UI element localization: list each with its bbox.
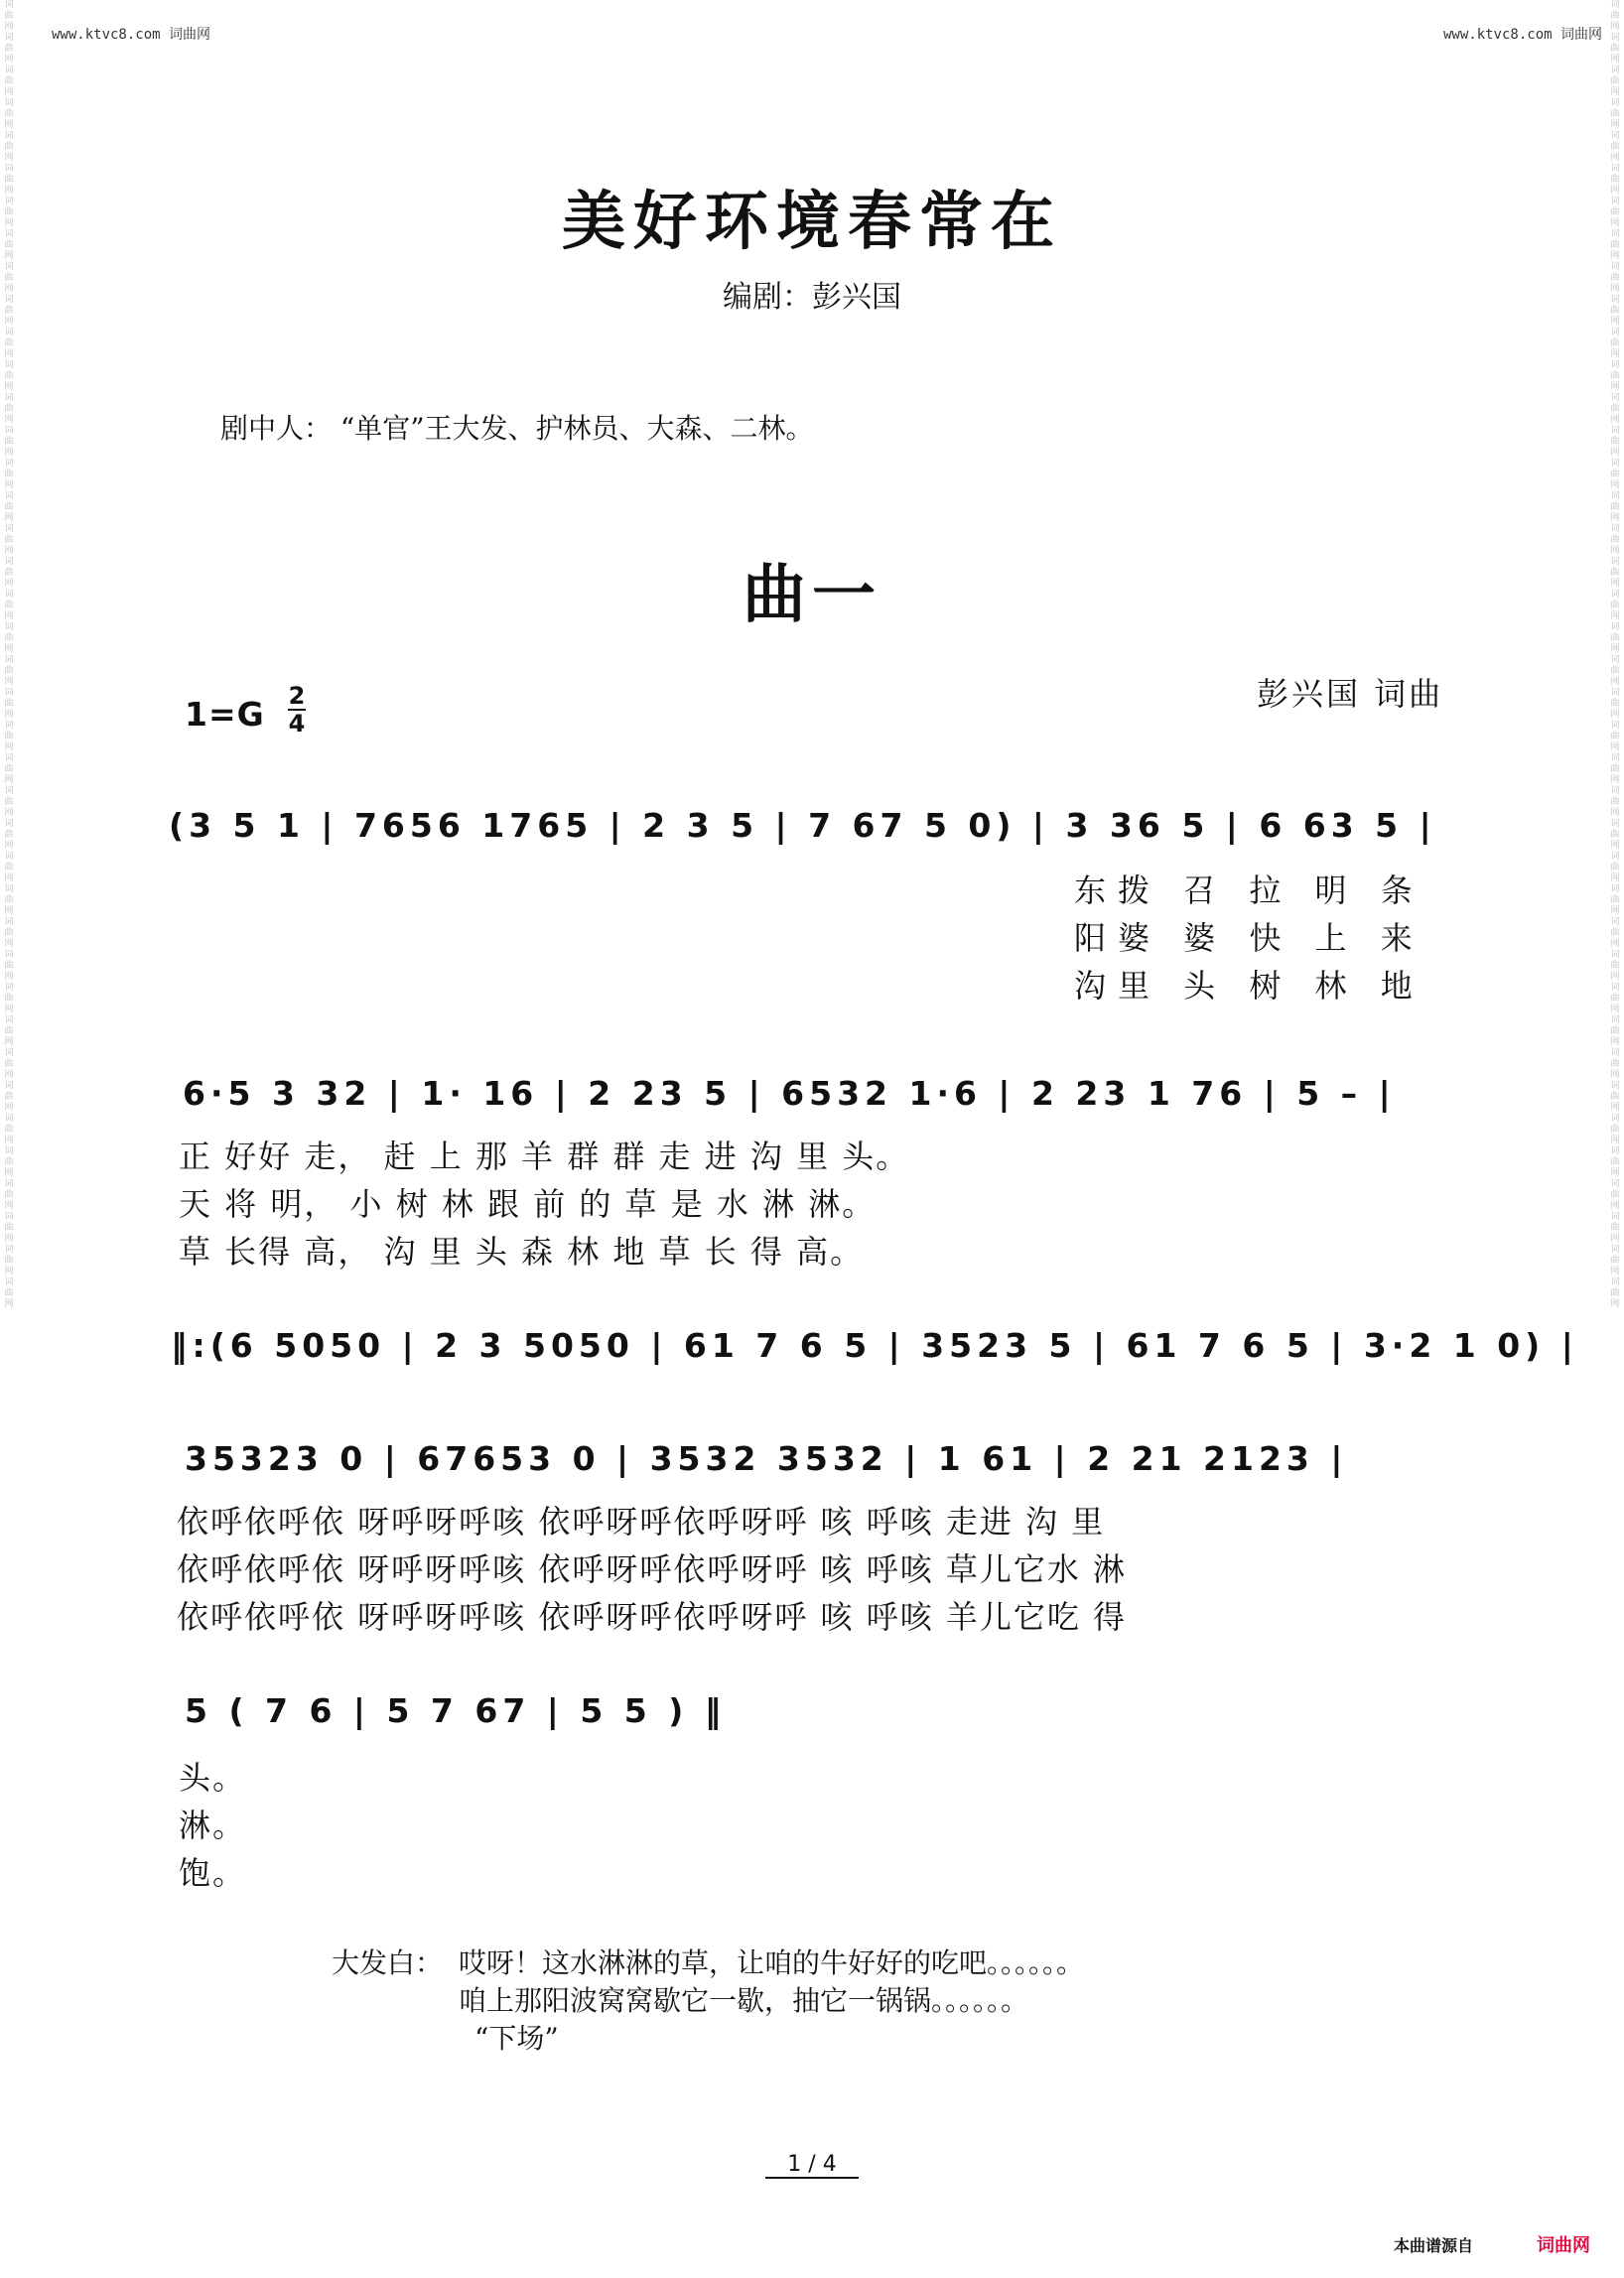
lyric-line-5-2: 淋。 — [179, 1807, 247, 1844]
side-watermark-left: 词曲网词曲网词曲网词曲网词曲网词曲网词曲网词曲网词曲网词曲网词曲网词曲网词曲网词曲网词曲网词曲网词曲网词曲网词曲网词曲网词曲网词曲网词曲网词曲网词曲网词曲网词曲网词曲网词曲网词曲网词曲网词曲网词曲网词曲网词曲网词曲网词曲网词曲网词曲网词曲网 — [4, 0, 14, 1309]
page-number-wrap — [0, 2152, 1624, 2179]
side-watermark-right: 词曲网词曲网词曲网词曲网词曲网词曲网词曲网词曲网词曲网词曲网词曲网词曲网词曲网词曲网词曲网词曲网词曲网词曲网词曲网词曲网词曲网词曲网词曲网词曲网词曲网词曲网词曲网词曲网词曲网词曲网词曲网词曲网词曲网词曲网词曲网词曲网词曲网词曲网词曲网词曲网 — [1610, 0, 1620, 1309]
header-site-right[interactable]: www.ktvc8.com 词曲网 — [1442, 27, 1602, 43]
page-number: 1 / 4 — [765, 2152, 858, 2179]
header-site-left[interactable]: www.ktvc8.com 词曲网 — [52, 27, 211, 43]
lyric-line-2-2: 天 将 明， 小 树 林 跟 前 的 草 是 水 淋 淋。 — [179, 1185, 877, 1223]
lyric-line-4-2: 依呼依呼依 呀呼呀呼咳 依呼呀呼依呼呀呼 咳 呼咳 草儿它水 淋 — [177, 1550, 1128, 1588]
lyric-line-2-3: 草 长得 高， 沟 里 头 森 林 地 草 长 得 高。 — [179, 1233, 865, 1271]
speech-line-1: 哎呀！这水淋淋的草，让咱的牛好好的吃吧。。。。。。 — [459, 1946, 1085, 1979]
page-title: 美好环境春常在 — [562, 185, 1062, 259]
score-system-2: 6·5 3 32 | 1· 16 | 2 23 5 | 6532 1·6 | 2 23 1 76 | 5 – | — [183, 1074, 1396, 1113]
lyric-line-1-1: 东拨 召 拉 明 条 — [1074, 871, 1424, 909]
lyric-line-5-1: 头。 — [179, 1759, 247, 1797]
footer-brand-logo[interactable]: 词曲网 — [1537, 2235, 1590, 2256]
lyric-line-5-3: 饱。 — [179, 1854, 247, 1892]
score-system-5: 5 ( 7 6 | 5 7 67 | 5 5 ) ‖ — [185, 1691, 727, 1730]
speech-line-2: 咱上那阳波窝窝歇它一歇，抽它一锅锅。。。。。。 — [459, 1984, 1029, 2017]
composer-credit: 彭兴国 词曲 — [1257, 675, 1444, 713]
time-sig-bottom: 4 — [288, 710, 306, 737]
time-signature — [288, 683, 306, 737]
score-system-1: (3 5 1 | 7656 1765 | 2 3 5 | 7 67 5 0) | 3 36 5 | 6 63 5 | — [169, 806, 1436, 845]
lyric-line-1-2: 阳婆 婆 快 上 来 — [1074, 919, 1424, 957]
score-system-4: 35323 0 | 67653 0 | 3532 3532 | 1 61 | 2 21 2123 | — [185, 1439, 1348, 1478]
score-system-3: ‖:(6 5050 | 2 3 5050 | 61 7 6 5 | 3523 5 | 61 7 6 5 | 3·2 1 0) | — [171, 1326, 1578, 1365]
speech-stage-direction: “下场” — [474, 2022, 559, 2055]
lyric-line-1-3: 沟里 头 树 林 地 — [1074, 967, 1424, 1005]
key-signature: 1=G — [185, 695, 265, 734]
cast-list: 剧中人： “单官”王大发、护林员、大森、二林。 — [220, 412, 814, 445]
time-sig-top: 2 — [288, 682, 306, 710]
speech-speaker: 大发白： — [332, 1946, 444, 1979]
lyric-line-4-1: 依呼依呼依 呀呼呀呼咳 依呼呀呼依呼呀呼 咳 呼咳 走进 沟 里 — [177, 1503, 1106, 1541]
lyric-line-4-3: 依呼依呼依 呀呼呀呼咳 依呼呀呼依呼呀呼 咳 呼咳 羊儿它吃 得 — [177, 1598, 1128, 1636]
footer-source: 本曲谱源自 — [1394, 2236, 1474, 2255]
author-line: 编剧：彭兴国 — [723, 280, 901, 315]
section-title: 曲一 — [743, 558, 881, 632]
lyric-line-2-1: 正 好好 走， 赶 上 那 羊 群 群 走 进 沟 里 头。 — [179, 1138, 910, 1175]
